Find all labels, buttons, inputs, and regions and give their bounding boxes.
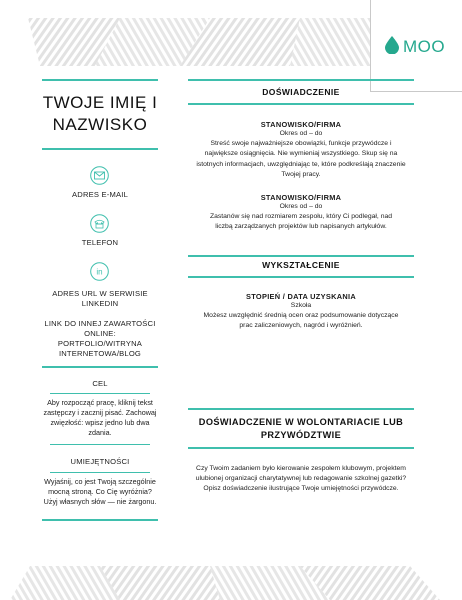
- goal-bottom-rule: [50, 444, 150, 445]
- volunteer-bottom-rule: [188, 447, 414, 449]
- skills-underline: [50, 472, 150, 473]
- volunteer-top-rule: [188, 408, 414, 410]
- school-name: Szkoła: [290, 302, 312, 309]
- goal-underline: [50, 393, 150, 394]
- volunteer-title: DOŚWIADCZENIE W WOLONTARIACIE LUB PRZYWÓDZTWIE: [198, 417, 404, 440]
- job-1-title: STANOWISKO/FIRMA: [260, 120, 342, 129]
- website-label: LINK DO INNEJ ZAWARTOŚCI ONLINE: PORTFOLIO/WITRYNA INTERNETOWA/BLOG: [44, 319, 156, 358]
- phone-label: TELEFON: [81, 238, 119, 247]
- goal-top-rule: [42, 366, 158, 368]
- full-name: TWOJE IMIĘ I NAZWISKO: [42, 93, 158, 134]
- education-top-rule: [188, 255, 414, 257]
- volunteer-entry: [188, 464, 414, 495]
- job-1-dates: Okres od – do: [279, 130, 323, 137]
- linkedin-icon: [90, 262, 109, 281]
- linkedin-label: ADRES URL W SERWISIE LINKEDIN: [52, 289, 148, 308]
- phone-icon: [90, 214, 109, 233]
- experience-top-rule: [188, 79, 414, 81]
- job-2-title: STANOWISKO/FIRMA: [260, 193, 342, 202]
- education-bottom-rule: [188, 276, 414, 278]
- job-1: [188, 120, 414, 180]
- job-1-description: Streść swoje najważniejsze obowiązki, funkcje przywódcze i największe osiągnięcia. Nie wymieniaj wszystkiego. Skup się na istotnych informacjach, uwzględniając te, które podkreślają znaczenie Twojej pracy.: [196, 140, 406, 178]
- name-bottom-rule: [42, 148, 158, 150]
- education-entry: [188, 292, 414, 332]
- education-description: Możesz uwzględnić średnią ocen oraz podsumowanie dotyczące prac zaliczeniowych, nagród i wyróżnień.: [203, 312, 399, 330]
- skills-bottom-rule: [42, 519, 158, 521]
- drop-icon: [385, 36, 399, 54]
- volunteer-description: Czy Twoim zadaniem było kierowanie zespołem klubowym, projektem ulubionej organizacji charytatywnej lub redagowanie szkolnej gazetki? Opisz doświadczenie ilustrujące Twoje umiejętności przywódcze.: [195, 465, 407, 493]
- education-title: WYKSZTAŁCENIE: [262, 260, 340, 270]
- job-2: [188, 193, 414, 233]
- skills-text: Wyjaśnij, co jest Twoją szczególnie mocną stroną. Co Cię wyróżnia? Użyj własnych słów — nie żargonu.: [43, 477, 157, 506]
- email-label: ADRES E-MAIL: [72, 190, 128, 199]
- email-icon: [90, 166, 109, 185]
- degree-title: STOPIEŃ / DATA UZYSKANIA: [246, 292, 356, 301]
- name-top-rule: [42, 79, 158, 81]
- job-2-description: Zastanów się nad rozmiarem zespołu, który Ci podlegał, nad liczbą zarządzanych projektów lub napisanych artykułów.: [209, 213, 393, 231]
- job-2-dates: Okres od – do: [279, 203, 323, 210]
- svg-text:in: in: [96, 267, 103, 277]
- experience-bottom-rule: [188, 103, 414, 105]
- goal-text: Aby rozpocząć pracę, kliknij tekst zastępczy i zacznij pisać. Zachowaj zwięzłość: wpisz jedno lub dwa zdania.: [43, 398, 157, 437]
- bottom-pattern-band: [0, 566, 462, 600]
- skills-title: UMIEJĘTNOŚCI: [70, 457, 130, 466]
- goal-title: CEL: [92, 379, 108, 388]
- experience-title: DOŚWIADCZENIE: [262, 87, 340, 97]
- logo-text: MOO: [403, 37, 446, 56]
